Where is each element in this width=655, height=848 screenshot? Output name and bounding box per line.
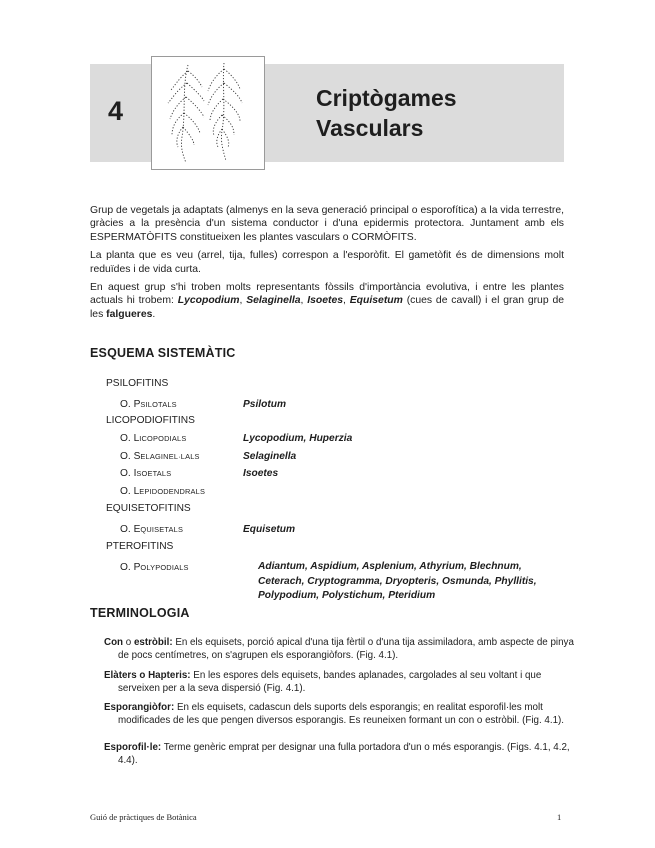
chapter-number: 4 xyxy=(108,96,124,126)
chapter-title-line2: Vasculars xyxy=(316,115,424,141)
taxon-order: O. PSILOTALS xyxy=(120,399,177,410)
taxon-genera: Isoetes xyxy=(243,468,279,479)
taxon-genera-list: Adiantum, Aspidium, Asplenium, Athyrium, Blechnum, Ceterach, Cryptogramma, Dryopteris, Osmunda, Phyllitis, Polypodium, Polystichum, Pteridium xyxy=(258,561,537,601)
term-entry: Elàters o Hapteris: En les espores dels equisets, bandes aplanades, cargolades al seu voltant i que serveixen per a la seva dispersió (Fig. 4.1). xyxy=(104,670,542,694)
ferns-bold: falgueres xyxy=(106,308,153,320)
taxon-order: O. EQUISETALS xyxy=(120,524,184,535)
intro-paragraph-3: En aquest grup s'hi troben molts representants fòssils d'importància evolutiva, i entre les plantes actuals hi trobem: Lycopodium, Selaginella, Isoetes, Equisetum (cues de cavall) i el gran grup de les falgueres. xyxy=(90,282,564,320)
taxon-genera: Lycopodium, Huperzia xyxy=(243,433,353,444)
genus-name: Isoetes xyxy=(307,295,344,307)
fossil-fern-drawing-icon xyxy=(151,56,265,170)
taxon-order: O. ISOETALS xyxy=(120,468,172,479)
term-entry: Con o estròbil: En els equisets, porció apical d'una tija fèrtil o d'una tija assimiladora, amb aspecte de pinya de pocs centímetres, on s'agrupen els esporangiòfors. (Fig. 4.1). xyxy=(104,637,574,661)
taxon-genera: Selaginella xyxy=(243,451,297,462)
genus-name: Equisetum xyxy=(349,295,403,307)
taxon-order: O. POLYPODIALS xyxy=(120,562,189,573)
intro-paragraph-2: La planta que es veu (arrel, tija, fulles) correspon a l'esporòfit. El gametòfit és de dimensions molt reduïdes i de vida curta. xyxy=(90,250,564,275)
intro-text xyxy=(90,204,564,326)
taxon-order: O. LICOPODIALS xyxy=(120,433,187,444)
taxon-genera: Psilotum xyxy=(243,399,287,410)
taxon-group: LICOPODIOFITINS xyxy=(106,415,195,426)
intro-paragraph-1: Grup de vegetals ja adaptats (almenys en la seva generació principal o esporofítica) a la vida terrestre, gràcies a la presència d'un sistema conductor i d'una epidermis protectora. Juntament amb els ESPERMATÒFITS constitueixen les plantes vasculars o CORMÒFITS. xyxy=(90,205,564,243)
genus-name: Lycopodium xyxy=(177,295,240,307)
chapter-title-line1: Criptògames xyxy=(316,85,457,111)
term-entry: Esporofil·le: Terme genèric emprat per designar una fulla portadora d'un o més esporangis. (Figs. 4.1, 4.2, 4.4). xyxy=(104,742,570,766)
taxon-group: EQUISETOFITINS xyxy=(106,503,191,514)
section-heading-systematic: ESQUEMA SISTEMÀTIC xyxy=(90,346,236,360)
chapter-title xyxy=(316,83,457,143)
footer-title: Guió de pràctiques de Botànica xyxy=(90,812,197,822)
genus-name: Selaginella xyxy=(246,295,301,307)
section-heading-terminology: TERMINOLOGIA xyxy=(90,606,190,620)
taxon-group: PTEROFITINS xyxy=(106,541,174,552)
page-number: 1 xyxy=(557,812,562,822)
taxon-order: O. SELAGINEL·LALS xyxy=(120,451,200,462)
taxon-order: O. LEPIDODENDRALS xyxy=(120,486,206,497)
taxon-group: PSILOFITINS xyxy=(106,378,169,389)
taxon-genera: Equisetum xyxy=(243,524,296,535)
term-entry: Esporangiòfor: En els equisets, cadascun dels suports dels esporangis; en realitat esporofil·les molt modificades de les que pengen diversos esporangis. Es reuneixen formant un con o estròbil. (Fig. 4.1). xyxy=(104,702,565,726)
